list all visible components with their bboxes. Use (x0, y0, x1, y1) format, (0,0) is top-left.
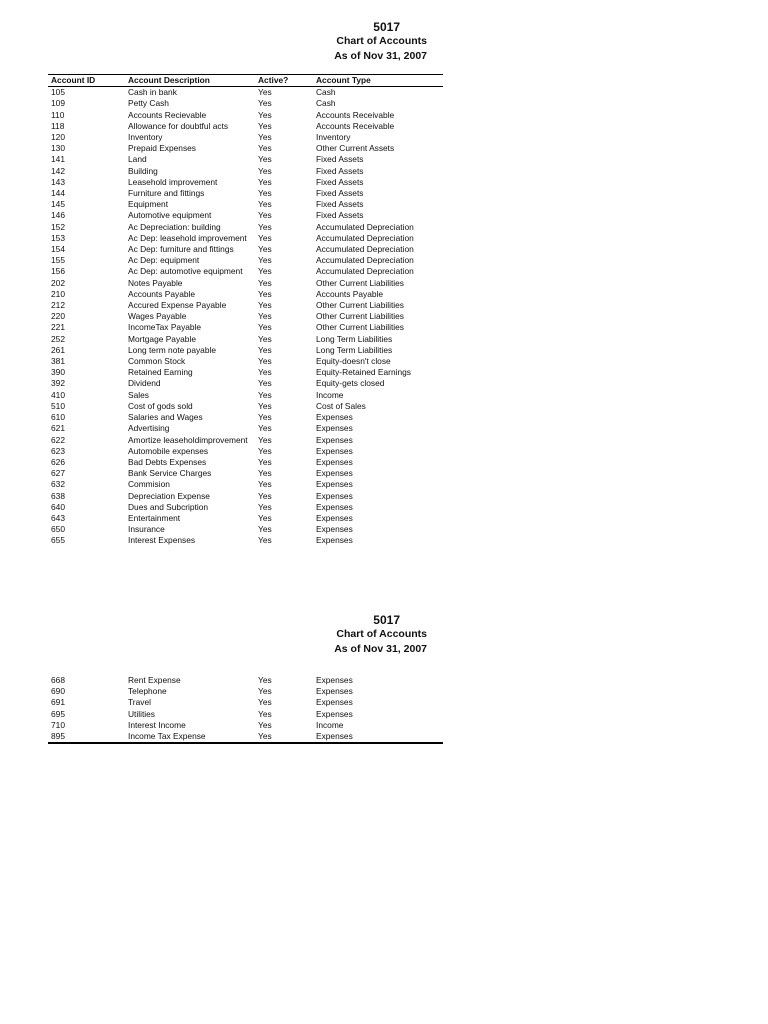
account-id-cell: 638 (51, 490, 65, 501)
account-type-cell: Expenses (316, 423, 353, 434)
account-type-cell: Accumulated Depreciation (316, 255, 414, 266)
account-id-cell: 621 (51, 423, 65, 434)
account-type-cell: Expenses (316, 697, 353, 708)
table-row (48, 378, 443, 389)
account-description-cell: Automobile expenses (128, 445, 209, 456)
account-type-cell: Expenses (316, 501, 353, 512)
active-cell: Yes (258, 445, 272, 456)
account-type-cell: Cost of Sales (316, 400, 366, 411)
account-id-cell: 142 (51, 165, 65, 176)
account-description-cell: Automotive equipment (128, 210, 212, 221)
account-description-cell: Bank Service Charges (128, 468, 212, 479)
account-description-cell: Depreciation Expense (128, 490, 210, 501)
table-row (48, 524, 443, 535)
account-id-cell: 381 (51, 356, 65, 367)
report-section-2 (48, 613, 443, 744)
active-cell: Yes (258, 244, 272, 255)
table-row (48, 166, 443, 177)
table-row (48, 87, 443, 99)
account-type-cell: Fixed Assets (316, 176, 364, 187)
table-row (48, 210, 443, 221)
report-number: 5017 (373, 20, 400, 34)
active-cell: Yes (258, 675, 272, 685)
table-row (48, 154, 443, 165)
account-id-cell: 118 (51, 120, 65, 131)
table-row (48, 457, 443, 468)
column-header-account-type: Account Type (313, 75, 443, 87)
account-type-cell: Expenses (316, 456, 353, 467)
account-type-cell: Other Current Liabilities (316, 311, 404, 322)
active-cell: Yes (258, 322, 272, 333)
table-row (48, 233, 443, 244)
account-id-cell: 153 (51, 232, 65, 243)
active-cell: Yes (258, 311, 272, 322)
active-cell: Yes (258, 132, 272, 143)
account-type-cell: Fixed Assets (316, 165, 364, 176)
account-type-cell: Fixed Assets (316, 210, 364, 221)
active-cell: Yes (258, 423, 272, 434)
account-type-cell: Accounts Payable (316, 288, 384, 299)
table-row (48, 731, 443, 743)
table-row (48, 110, 443, 121)
report-header (48, 613, 443, 656)
table-row (48, 468, 443, 479)
account-type-cell: Inventory (316, 132, 351, 143)
report-number: 5017 (373, 613, 400, 627)
account-id-cell: 691 (51, 697, 65, 708)
table-row (48, 199, 443, 210)
account-description-cell: Notes Payable (128, 277, 183, 288)
column-header-active: Active? (255, 75, 313, 87)
account-id-cell: 120 (51, 132, 65, 143)
active-cell: Yes (258, 176, 272, 187)
account-description-cell: Ac Dep: equipment (128, 255, 200, 266)
account-id-cell: 627 (51, 468, 65, 479)
account-id-cell: 154 (51, 244, 65, 255)
active-cell: Yes (258, 87, 272, 98)
account-description-cell: Commision (128, 479, 170, 490)
table-row (48, 412, 443, 423)
table-row (48, 513, 443, 524)
account-id-cell: 252 (51, 333, 65, 344)
account-type-cell: Expenses (316, 445, 353, 456)
account-id-cell: 390 (51, 367, 65, 378)
account-id-cell: 212 (51, 300, 65, 311)
table-row (48, 244, 443, 255)
active-cell: Yes (258, 512, 272, 523)
active-cell: Yes (258, 333, 272, 344)
table-row (48, 390, 443, 401)
active-cell: Yes (258, 266, 272, 277)
report-title: Chart of Accounts (336, 628, 427, 640)
account-id-cell: 650 (51, 524, 65, 535)
account-type-cell: Expenses (316, 412, 353, 423)
account-type-cell: Equity-gets closed (316, 378, 385, 389)
report-date: As of Nov 31, 2007 (334, 49, 427, 62)
account-id-cell: 105 (51, 87, 65, 98)
active-cell: Yes (258, 697, 272, 708)
account-description-cell: Long term note payable (128, 344, 216, 355)
account-type-cell: Expenses (313, 731, 443, 743)
account-type-cell: Equity-doesn't close (316, 356, 391, 367)
account-description-cell: Wages Payable (128, 311, 187, 322)
active-cell: Yes (258, 400, 272, 411)
table-row (48, 98, 443, 109)
active-cell: Yes (258, 535, 272, 546)
active-cell: Yes (258, 210, 272, 221)
account-description-cell: Cost of gods sold (128, 400, 193, 411)
account-description-cell: Accounts Recievable (128, 109, 207, 120)
account-description-cell: Retained Earning (128, 367, 193, 378)
table-row (48, 423, 443, 434)
account-description-cell: Leasehold improvement (128, 176, 218, 187)
table-row (48, 255, 443, 266)
active-cell: Yes (258, 188, 272, 199)
account-type-cell: Expenses (316, 708, 353, 719)
account-type-cell: Expenses (316, 686, 353, 697)
account-type-cell: Fixed Assets (316, 154, 364, 165)
account-description-cell: Accounts Payable (128, 288, 196, 299)
table-row (48, 188, 443, 199)
account-id-cell: 668 (51, 675, 65, 685)
active-cell: Yes (258, 120, 272, 131)
account-id-cell: 895 (48, 731, 125, 743)
account-id-cell: 210 (51, 288, 65, 299)
account-type-cell: Fixed Assets (316, 199, 364, 210)
account-description-cell: Inventory (128, 132, 163, 143)
active-cell: Yes (255, 731, 313, 743)
accounts-table-body (48, 675, 443, 743)
account-description-cell: Salaries and Wages (128, 412, 203, 423)
active-cell: Yes (258, 277, 272, 288)
account-type-cell: Accumulated Depreciation (316, 221, 414, 232)
account-type-cell: Expenses (316, 490, 353, 501)
account-id-cell: 130 (51, 143, 65, 154)
table-row (48, 435, 443, 446)
account-type-cell: Other Current Assets (316, 143, 395, 154)
account-description-cell: Ac Dep: furniture and fittings (128, 244, 234, 255)
active-cell: Yes (258, 143, 272, 154)
table-row (48, 121, 443, 132)
table-row (48, 311, 443, 322)
table-row (48, 289, 443, 300)
table-row (48, 675, 443, 686)
account-type-cell: Long Term Liabilities (316, 333, 393, 344)
account-description-cell: Travel (128, 697, 151, 708)
table-row (48, 686, 443, 697)
table-row (48, 177, 443, 188)
active-cell: Yes (258, 434, 272, 445)
account-type-cell: Other Current Liabilities (316, 300, 404, 311)
active-cell: Yes (258, 344, 272, 355)
account-id-cell: 410 (51, 389, 65, 400)
report-section-1 (48, 20, 443, 547)
account-type-cell: Expenses (316, 524, 353, 535)
column-header-account-description: Account Description (125, 75, 255, 87)
account-description-cell: Entertainment (128, 512, 181, 523)
table-row (48, 479, 443, 490)
account-type-cell: Expenses (316, 512, 353, 523)
accounts-table (48, 74, 443, 547)
account-description-cell: Accured Expense Payable (128, 300, 227, 311)
account-description-cell: Advertising (128, 423, 170, 434)
account-type-cell: Expenses (316, 675, 353, 685)
table-row (48, 278, 443, 289)
account-id-cell: 109 (51, 98, 65, 109)
table-row (48, 367, 443, 378)
account-id-cell: 221 (51, 322, 65, 333)
active-cell: Yes (258, 288, 272, 299)
account-description-cell: Cash in bank (128, 87, 177, 98)
account-id-cell: 623 (51, 445, 65, 456)
account-description-cell: Bad Debts Expenses (128, 456, 207, 467)
account-description-cell: Common Stock (128, 356, 186, 367)
account-description-cell: Equipment (128, 199, 169, 210)
account-description-cell: Amortize leaseholdimprovement (128, 434, 248, 445)
active-cell: Yes (258, 412, 272, 423)
account-type-cell: Income (316, 389, 344, 400)
table-row (48, 446, 443, 457)
report-date: As of Nov 31, 2007 (334, 642, 427, 655)
account-description-cell: Dues and Subcription (128, 501, 209, 512)
account-type-cell: Accumulated Depreciation (316, 266, 414, 277)
account-id-cell: 146 (51, 210, 65, 221)
account-type-cell: Accumulated Depreciation (316, 244, 414, 255)
account-type-cell: Fixed Assets (316, 188, 364, 199)
account-id-cell: 626 (51, 456, 65, 467)
active-cell: Yes (258, 255, 272, 266)
account-type-cell: Expenses (316, 479, 353, 490)
table-row (48, 356, 443, 367)
account-id-cell: 155 (51, 255, 65, 266)
account-type-cell: Long Term Liabilities (316, 344, 393, 355)
account-id-cell: 510 (51, 400, 65, 411)
account-description-cell: Ac Depreciation: building (128, 221, 221, 232)
account-description-cell: Interest Expenses (128, 535, 196, 546)
account-description-cell: Building (128, 165, 158, 176)
account-description-cell: Ac Dep: leasehold improvement (128, 232, 247, 243)
active-cell: Yes (258, 501, 272, 512)
account-id-cell: 202 (51, 277, 65, 288)
account-id-cell: 695 (51, 708, 65, 719)
account-description-cell: Utilities (128, 708, 155, 719)
active-cell: Yes (258, 479, 272, 490)
active-cell: Yes (258, 468, 272, 479)
table-row (48, 401, 443, 412)
accounts-table-continued (48, 675, 443, 744)
accounts-table-body (48, 87, 443, 547)
account-description-cell: Petty Cash (128, 98, 169, 109)
account-description-cell: Income Tax Expense (125, 731, 255, 743)
account-type-cell: Accounts Receivable (316, 120, 395, 131)
active-cell: Yes (258, 686, 272, 697)
account-description-cell: Prepaid Expenses (128, 143, 196, 154)
active-cell: Yes (258, 98, 272, 109)
account-type-cell: Accumulated Depreciation (316, 232, 414, 243)
account-id-cell: 220 (51, 311, 65, 322)
account-id-cell: 110 (51, 109, 65, 120)
table-row (48, 132, 443, 143)
active-cell: Yes (258, 154, 272, 165)
account-type-cell: Expenses (316, 468, 353, 479)
active-cell: Yes (258, 221, 272, 232)
active-cell: Yes (258, 708, 272, 719)
active-cell: Yes (258, 389, 272, 400)
account-description-cell: Sales (128, 389, 149, 400)
account-description-cell: Furniture and fittings (128, 188, 205, 199)
account-description-cell: Telephone (128, 686, 167, 697)
active-cell: Yes (258, 356, 272, 367)
table-row (48, 720, 443, 731)
account-type-cell: Income (316, 719, 344, 730)
table-header-row (48, 75, 443, 87)
report-title: Chart of Accounts (336, 35, 427, 47)
table-row (48, 502, 443, 513)
account-id-cell: 632 (51, 479, 65, 490)
column-header-account-id: Account ID (48, 75, 125, 87)
active-cell: Yes (258, 232, 272, 243)
active-cell: Yes (258, 524, 272, 535)
account-type-cell: Cash (316, 87, 336, 98)
table-row (48, 266, 443, 277)
table-row (48, 697, 443, 708)
account-id-cell: 143 (51, 176, 65, 187)
account-id-cell: 261 (51, 344, 65, 355)
account-id-cell: 622 (51, 434, 65, 445)
account-id-cell: 640 (51, 501, 65, 512)
table-row (48, 222, 443, 233)
active-cell: Yes (258, 490, 272, 501)
active-cell: Yes (258, 109, 272, 120)
account-id-cell: 156 (51, 266, 65, 277)
account-id-cell: 392 (51, 378, 65, 389)
table-row (48, 709, 443, 720)
active-cell: Yes (258, 165, 272, 176)
account-type-cell: Expenses (316, 535, 353, 546)
account-type-cell: Equity-Retained Earnings (316, 367, 411, 378)
active-cell: Yes (258, 199, 272, 210)
active-cell: Yes (258, 456, 272, 467)
account-description-cell: Ac Dep: automotive equipment (128, 266, 243, 277)
account-id-cell: 141 (51, 154, 65, 165)
account-description-cell: IncomeTax Payable (128, 322, 202, 333)
account-description-cell: Rent Expense (128, 675, 181, 685)
account-id-cell: 690 (51, 686, 65, 697)
account-description-cell: Interest Income (128, 719, 186, 730)
account-type-cell: Expenses (316, 434, 353, 445)
account-id-cell: 145 (51, 199, 65, 210)
active-cell: Yes (258, 378, 272, 389)
account-id-cell: 610 (51, 412, 65, 423)
account-type-cell: Other Current Liabilities (316, 322, 404, 333)
account-description-cell: Allowance for doubtful acts (128, 120, 229, 131)
account-id-cell: 152 (51, 221, 65, 232)
active-cell: Yes (258, 719, 272, 730)
report-header (48, 20, 443, 63)
table-row (48, 491, 443, 502)
account-description-cell: Insurance (128, 524, 165, 535)
account-id-cell: 710 (51, 719, 65, 730)
account-description-cell: Dividend (128, 378, 161, 389)
account-type-cell: Other Current Liabilities (316, 277, 404, 288)
table-row (48, 143, 443, 154)
table-row (48, 300, 443, 311)
active-cell: Yes (258, 367, 272, 378)
account-type-cell: Cash (316, 98, 336, 109)
account-description-cell: Land (128, 154, 147, 165)
table-row (48, 322, 443, 333)
table-row (48, 345, 443, 356)
account-id-cell: 144 (51, 188, 65, 199)
account-id-cell: 643 (51, 512, 65, 523)
account-description-cell: Mortgage Payable (128, 333, 196, 344)
account-type-cell: Accounts Receivable (316, 109, 395, 120)
table-row (48, 334, 443, 345)
active-cell: Yes (258, 300, 272, 311)
account-id-cell: 655 (51, 535, 65, 546)
table-row (48, 535, 443, 546)
